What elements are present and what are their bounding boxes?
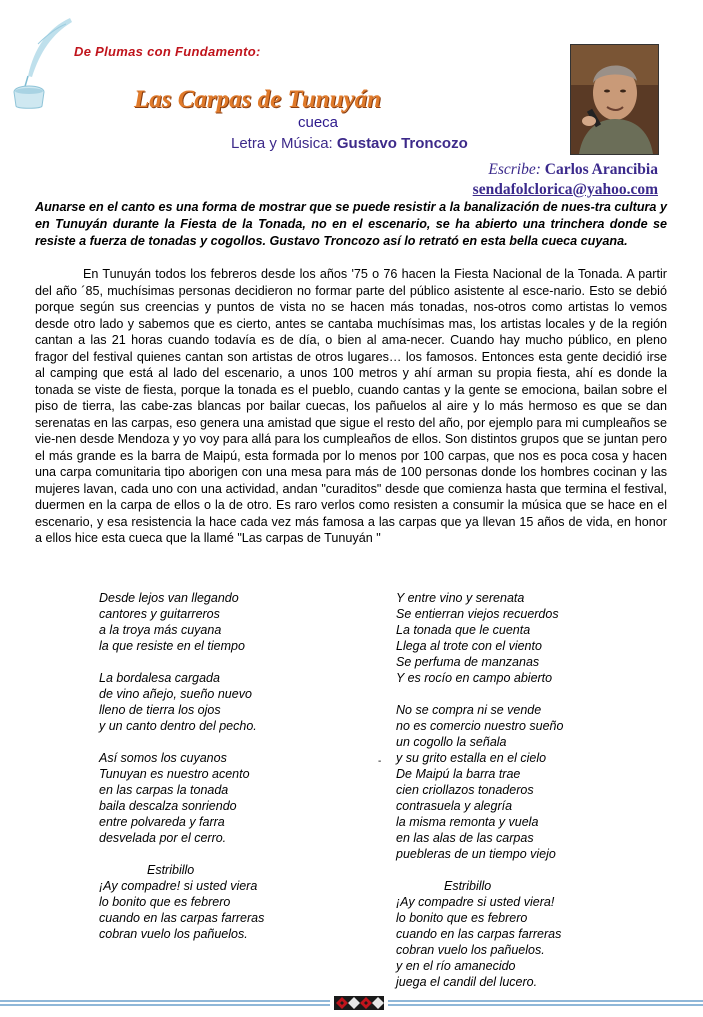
lyric-line: cuando en las carpas farreras <box>99 911 265 925</box>
lyric-line: lo bonito que es febrero <box>99 895 231 909</box>
lyric-line: desvelada por el cerro. <box>99 831 227 845</box>
lyric-line: en las carpas la tonada <box>99 783 229 797</box>
lyrics-left-column <box>99 590 264 958</box>
byline <box>473 160 658 200</box>
lyric-line: lleno de tierra los ojos <box>99 703 221 717</box>
lyric-line: Desde lejos van llegando <box>99 591 239 605</box>
lyric-line: Y entre vino y serenata <box>396 591 525 605</box>
genre-label: cueca <box>298 114 339 131</box>
body-paragraph <box>35 266 667 547</box>
lyric-line: de vino añejo, sueño nuevo <box>99 687 252 701</box>
lyric-line: juega el candil del lucero. <box>396 975 538 989</box>
credits-label: Letra y Música <box>231 135 329 152</box>
lyric-line: Así somos los cuyanos <box>99 751 227 765</box>
lyric-line: cobran vuelo los pañuelos. <box>396 943 545 957</box>
lyric-line: y un canto dentro del pecho. <box>99 719 257 733</box>
credits-line: Letra y Música: Gustavo Troncozo <box>231 135 468 152</box>
lyrics-stanza <box>99 670 264 734</box>
lyrics-right-column <box>396 590 563 1006</box>
lyric-line: a la troya más cuyana <box>99 623 222 637</box>
lyrics-stanza <box>99 750 264 846</box>
byline-name: Carlos Arancibia <box>544 161 658 178</box>
lyric-line: ¡Ay compadre si usted viera! <box>396 895 555 909</box>
andean-pattern-footer-icon <box>0 996 703 1010</box>
lyrics-stanza <box>99 590 264 654</box>
lyric-line: cien criollazos tonaderos <box>396 783 534 797</box>
author-email-link[interactable]: sendafolclorica@yahoo.com <box>472 181 658 198</box>
credits-name: Gustavo Troncozo <box>336 135 468 152</box>
lyric-line: Se perfuma de manzanas <box>396 655 540 669</box>
byline-author <box>473 160 658 180</box>
lyric-line: ¡Ay compadre! si usted viera <box>99 879 258 893</box>
article-title: Las Carpas de Tunuyán <box>134 86 382 113</box>
lyric-line: no es comercio nuestro sueño <box>396 719 564 733</box>
lyric-line: Y es rocío en campo abierto <box>396 671 553 685</box>
series-label: De Plumas con Fundamento: <box>74 44 261 59</box>
lyric-line: lo bonito que es febrero <box>396 911 528 925</box>
column-separator-mark: - <box>378 756 382 767</box>
author-photo <box>570 44 659 155</box>
lyric-line: Llega al trote con el viento <box>396 639 542 653</box>
lyric-line: cantores y guitarreros <box>99 607 220 621</box>
lyric-line: La tonada que le cuenta <box>396 623 531 637</box>
lyric-line: La bordalesa cargada <box>99 671 220 685</box>
quill-inkwell-logo-icon <box>8 14 83 109</box>
lyric-line: y en el río amanecido <box>396 959 516 973</box>
lyric-line: en las alas de las carpas <box>396 831 534 845</box>
lyric-line: No se compra ni se vende <box>396 703 542 717</box>
estribillo-heading: Estribillo <box>444 879 492 893</box>
body-text: En Tunuyán todos los febreros desde los años '75 o 76 hacen la Fiesta Nacional de la Tonada. A partir del año ´85, muchísimas personas decidieron no formar parte del público asistente al esce-nario. Esto se debió porque según sus creencias y puntos de vista no se hacen más tonadas, nos-otros como artistas lo vemos desde otro lado y sabemos que es cierto, antes se cantaba muchísimas mas, los artistas locales y de la región cantan a las 21 horas cuando todavía es de día, o bien al ama-necer. Cuando hay mucho público, en pleno fragor del festival quienes cantan son artistas de otros lugares… los famosos. Entonces esta gente decidió irse al camping que está al lado del escenario, a unos 100 metros y ahí arman su propia fiesta, ahí es donde la tonada se viste de fiesta, porque la tonada es el pueblo, cuando cantas y la gente se emociona, bailan sobre el piso de tierra, las cabe-zas blancas por bailar cuecas, los pañuelos al aire y lo más hermoso es que se dan serenatas en las carpas, eso genera una amistad que sigue el resto del año, por ejemplo para mi cumpleaños se vie-nen desde Mendoza y yo voy para allá para los cumpleaños de ellos. Son distintos grupos que se juntan pero el más grande es la barra de Maipú, esta formada por lo menos por 100 carpas, que nos es poca cosa y hacen una carpa comunitaria tipo aborigen con una mesa para más de 100 personas donde los hombres cocinan y las mujeres lavan, cada uno con una actividad, andan "curaditos" desde que comienza hasta que termina el festival, duermen en la carpa de ellos o la de otro. Es raro verlos como resisten a consumir la música que se hace en el escenario, y esa resistencia la hace cada vez más famosa a las carpas que ya llevan 15 años de vida, en honor a ellos hice esta cueca que la llamé "Las carpas de Tunuyán " <box>35 267 667 545</box>
lyric-line: baila descalza sonriendo <box>99 799 237 813</box>
lyrics-stanza <box>396 590 563 686</box>
lyric-line: contrasuela y alegría <box>396 799 513 813</box>
estribillo-heading: Estribillo <box>147 863 195 877</box>
lyric-line: un cogollo la señala <box>396 735 507 749</box>
byline-label: Escribe: <box>488 161 541 178</box>
intro-paragraph: Aunarse en el canto es una forma de mostrar que se puede resistir a la banalización de nues-tra cultura y en Tunuyán durante la Fiesta de la Tonada, no en el escenario, se ha abierto una trinchera donde se resiste a fuerza de tonadas y cogollos. Gustavo Troncozo así lo retrató en esta bella cueca cuyana. <box>35 200 667 248</box>
lyric-line: De Maipú la barra trae <box>396 767 521 781</box>
series-title <box>74 44 261 59</box>
lyric-line: y su grito estalla en el cielo <box>396 751 547 765</box>
lyric-line: Tunuyan es nuestro acento <box>99 767 250 781</box>
lyric-line: Se entierran viejos recuerdos <box>396 607 559 621</box>
lyric-line: la que resiste en el tiempo <box>99 639 245 653</box>
lyric-line: la misma remonta y vuela <box>396 815 539 829</box>
lyric-line: entre polvareda y farra <box>99 815 225 829</box>
lyric-line: cuando en las carpas farreras <box>396 927 562 941</box>
lyrics-stanza <box>396 702 563 862</box>
lyric-line: cobran vuelo los pañuelos. <box>99 927 248 941</box>
lyrics-estribillo <box>396 878 563 990</box>
lyric-line: puebleras de un tiempo viejo <box>396 847 556 861</box>
lyrics-estribillo <box>99 862 264 942</box>
